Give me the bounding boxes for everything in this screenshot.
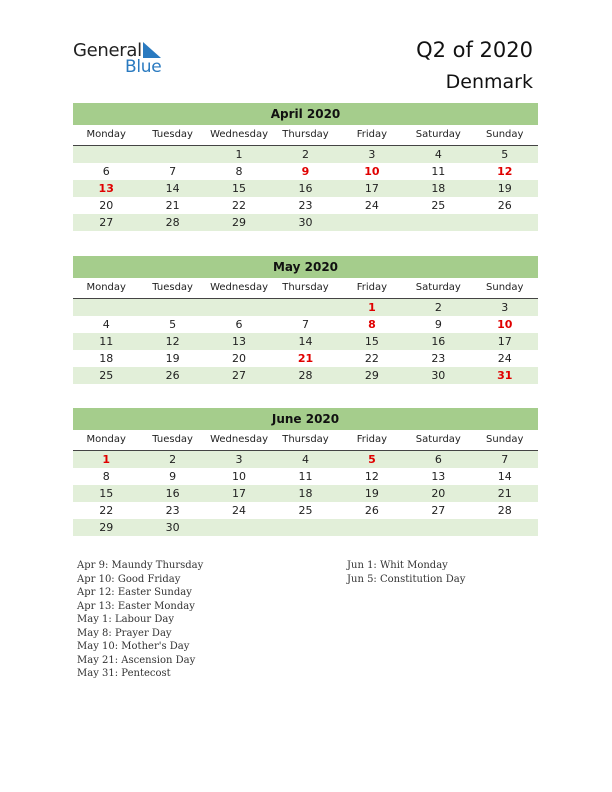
date-cell: 19 <box>165 352 180 365</box>
date-cell <box>73 146 139 163</box>
date-cell: 22 <box>232 199 247 212</box>
holiday-note: May 31: Pentecost <box>77 668 171 679</box>
date-cell: 11 <box>99 335 114 348</box>
date-cell: 24 <box>497 352 512 365</box>
weekday-label: Sunday <box>486 282 524 293</box>
weekday-label: Friday <box>356 129 388 140</box>
weekday-label: Thursday <box>282 282 329 293</box>
date-cell <box>73 299 139 316</box>
weekday-header-row <box>73 278 538 299</box>
date-cell: 25 <box>298 504 313 517</box>
holiday-note: May 10: Mother's Day <box>77 641 190 652</box>
week-row <box>73 316 538 333</box>
date-cell <box>206 299 272 316</box>
date-cell: 22 <box>99 504 114 517</box>
week-row <box>73 214 538 231</box>
holiday-date-cell: 5 <box>368 453 376 466</box>
weekday-label: Wednesday <box>210 129 268 140</box>
date-cell: 17 <box>364 182 379 195</box>
weekday-header-row <box>73 125 538 146</box>
date-cell: 7 <box>301 318 309 331</box>
logo-general-text: General <box>73 40 142 61</box>
month-calendar-june <box>73 408 538 536</box>
date-cell: 20 <box>232 352 247 365</box>
week-row <box>73 451 538 468</box>
date-cell <box>139 146 205 163</box>
weekday-label: Saturday <box>415 282 461 293</box>
date-cell: 3 <box>368 148 376 161</box>
date-cell: 16 <box>165 487 180 500</box>
holiday-note: May 8: Prayer Day <box>77 627 172 639</box>
weekday-label: Sunday <box>486 129 524 140</box>
date-cell: 3 <box>235 453 243 466</box>
date-cell: 27 <box>99 216 114 229</box>
month-title: June 2020 <box>73 408 538 430</box>
week-row <box>73 502 538 519</box>
date-cell: 28 <box>298 369 313 382</box>
holiday-note: Apr 10: Good Friday <box>77 573 181 585</box>
week-row <box>73 299 538 316</box>
weekday-label: Sunday <box>486 434 524 445</box>
holiday-date-cell: 1 <box>368 301 376 314</box>
holiday-date-cell: 21 <box>297 352 314 365</box>
date-cell: 25 <box>99 369 114 382</box>
holiday-note: Jun 1: Whit Monday <box>347 560 448 571</box>
month-title: May 2020 <box>73 256 538 278</box>
date-cell: 3 <box>501 301 509 314</box>
holiday-note: Apr 13: Easter Monday <box>77 600 195 612</box>
weekday-label: Monday <box>86 434 126 445</box>
date-cell: 16 <box>431 335 446 348</box>
date-cell: 14 <box>497 470 512 483</box>
holiday-note: May 21: Ascension Day <box>77 654 196 666</box>
logo-blue-text: Blue <box>125 57 162 77</box>
week-row <box>73 485 538 502</box>
date-cell <box>272 299 338 316</box>
date-cell: 24 <box>364 199 379 212</box>
holiday-date-cell: 13 <box>98 182 114 195</box>
week-row <box>73 519 538 536</box>
date-cell: 8 <box>235 165 243 178</box>
date-cell: 18 <box>298 487 313 500</box>
date-cell: 4 <box>102 318 110 331</box>
weekday-label: Wednesday <box>210 282 268 293</box>
holiday-date-cell: 12 <box>497 165 513 178</box>
date-cell: 2 <box>434 301 442 314</box>
date-cell: 24 <box>232 504 247 517</box>
weekday-label: Thursday <box>282 129 329 140</box>
date-cell <box>206 519 272 536</box>
week-row <box>73 197 538 214</box>
date-cell: 29 <box>99 521 114 534</box>
holiday-note: Apr 9: Maundy Thursday <box>77 560 204 571</box>
date-cell: 27 <box>431 504 446 517</box>
weekday-label: Tuesday <box>152 282 193 293</box>
weekday-label: Thursday <box>282 434 329 445</box>
date-cell: 2 <box>301 148 309 161</box>
date-cell: 17 <box>497 335 512 348</box>
month-calendar-april <box>73 103 538 231</box>
date-cell: 6 <box>235 318 243 331</box>
date-cell: 5 <box>169 318 177 331</box>
date-cell: 26 <box>165 369 180 382</box>
weekday-label: Friday <box>356 434 388 445</box>
date-cell: 15 <box>364 335 379 348</box>
date-cell: 9 <box>434 318 442 331</box>
date-cell: 12 <box>165 335 180 348</box>
date-cell: 7 <box>169 165 177 178</box>
week-row <box>73 350 538 367</box>
date-cell: 18 <box>431 182 446 195</box>
date-cell: 7 <box>501 453 509 466</box>
date-cell: 13 <box>431 470 446 483</box>
weekday-label: Monday <box>86 282 126 293</box>
page-title: Q2 of 2020 <box>416 38 533 62</box>
date-cell <box>339 214 405 231</box>
date-cell: 28 <box>497 504 512 517</box>
week-row <box>73 163 538 180</box>
date-cell: 20 <box>431 487 446 500</box>
holiday-date-cell: 1 <box>102 453 111 466</box>
date-cell: 20 <box>99 199 114 212</box>
date-cell: 21 <box>497 487 512 500</box>
date-cell: 11 <box>298 470 313 483</box>
date-cell: 15 <box>99 487 114 500</box>
holiday-note: Jun 5: Constitution Day <box>347 573 466 585</box>
date-cell <box>339 519 405 536</box>
date-cell: 9 <box>169 470 177 483</box>
date-cell: 19 <box>497 182 512 195</box>
weekday-label: Monday <box>86 129 126 140</box>
date-cell: 16 <box>298 182 313 195</box>
weekday-label: Saturday <box>415 129 461 140</box>
weekday-label: Saturday <box>415 434 461 445</box>
week-row <box>73 180 538 197</box>
holiday-notes-right <box>347 559 465 586</box>
week-row <box>73 333 538 350</box>
date-cell: 4 <box>301 453 309 466</box>
date-cell: 23 <box>298 199 313 212</box>
weekday-label: Tuesday <box>152 129 193 140</box>
date-cell: 1 <box>235 148 243 161</box>
date-cell: 5 <box>501 148 509 161</box>
logo <box>73 40 173 80</box>
date-cell: 25 <box>431 199 446 212</box>
date-cell: 30 <box>431 369 446 382</box>
date-cell: 26 <box>364 504 379 517</box>
date-cell: 14 <box>165 182 180 195</box>
date-cell: 26 <box>497 199 512 212</box>
date-cell: 12 <box>364 470 379 483</box>
date-cell: 15 <box>232 182 247 195</box>
date-cell: 4 <box>434 148 442 161</box>
month-calendar-may <box>73 256 538 384</box>
week-row <box>73 146 538 163</box>
date-cell: 13 <box>232 335 247 348</box>
date-cell: 19 <box>364 487 379 500</box>
date-cell: 11 <box>431 165 446 178</box>
date-cell: 10 <box>232 470 247 483</box>
date-cell: 6 <box>102 165 110 178</box>
week-row <box>73 367 538 384</box>
date-cell <box>472 519 538 536</box>
holiday-date-cell: 9 <box>301 165 310 178</box>
date-cell: 23 <box>165 504 180 517</box>
date-cell: 28 <box>165 216 180 229</box>
date-cell <box>405 214 471 231</box>
holiday-date-cell: 10 <box>497 318 513 331</box>
weekday-label: Tuesday <box>152 434 193 445</box>
date-cell: 8 <box>102 470 110 483</box>
week-row <box>73 468 538 485</box>
date-cell: 30 <box>165 521 180 534</box>
month-title: April 2020 <box>73 103 538 125</box>
date-cell: 2 <box>169 453 177 466</box>
date-cell <box>139 299 205 316</box>
holiday-notes-left <box>77 559 203 681</box>
holiday-note: Apr 12: Easter Sunday <box>77 587 192 598</box>
date-cell: 29 <box>364 369 379 382</box>
date-cell: 22 <box>364 352 379 365</box>
date-cell: 27 <box>232 369 247 382</box>
weekday-header-row <box>73 430 538 451</box>
date-cell: 18 <box>99 352 114 365</box>
date-cell: 23 <box>431 352 446 365</box>
date-cell <box>472 214 538 231</box>
date-cell: 29 <box>232 216 247 229</box>
date-cell: 6 <box>434 453 442 466</box>
date-cell: 21 <box>165 199 180 212</box>
holiday-date-cell: 8 <box>368 318 376 331</box>
weekday-label: Friday <box>356 282 388 293</box>
date-cell <box>272 519 338 536</box>
date-cell: 30 <box>298 216 313 229</box>
date-cell <box>405 519 471 536</box>
weekday-label: Wednesday <box>210 434 268 445</box>
holiday-date-cell: 31 <box>497 369 513 382</box>
holiday-note: May 1: Labour Day <box>77 614 174 625</box>
holiday-date-cell: 10 <box>364 165 380 178</box>
country-name: Denmark <box>445 71 533 93</box>
date-cell: 17 <box>232 487 247 500</box>
date-cell: 14 <box>298 335 313 348</box>
